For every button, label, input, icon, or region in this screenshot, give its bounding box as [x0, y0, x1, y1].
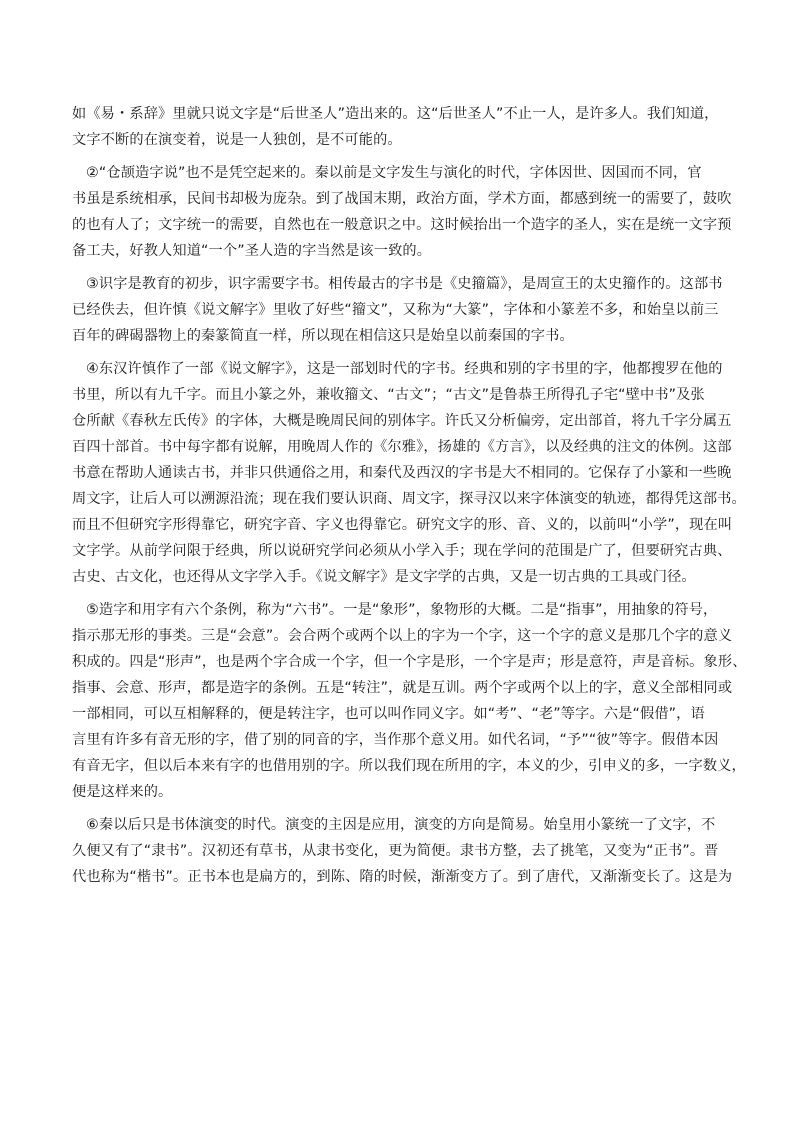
- paragraph-3: [72, 271, 722, 349]
- text-line: 久便又有了“隶书”。汉初还有草书，从隶书变化，更为简便。隶书方整，去了挑笔，又变为“正书”。晋: [72, 843, 719, 859]
- text-line: 书虽是系统相承，民间书却极为庞杂。到了战国末期，政治方面，学术方面，都感到统一的需要了，鼓吹: [72, 191, 732, 207]
- document-body: [72, 101, 747, 897]
- text-line: 代也称为“楷书”。正书本也是扁方的，到陈、隋的时候，渐渐变方了。到了唐代，又渐渐变长了。这是为: [72, 869, 733, 885]
- text-line: 备工夫，好教人知道“一个”圣人造的字当然是该一致的。: [72, 243, 432, 259]
- text-line: ⑤造字和用字有六个条例，称为“六书”。一是“象形”，象物形的大概。二是“指事”，用抽象的符号，: [86, 602, 718, 618]
- text-line: ③识字是教育的初步，识字需要字书。相传最古的字书是《史籀篇》，是周宣王的太史籀作的。这部书: [86, 276, 723, 292]
- text-line: 书意在帮助人通读古书，并非只供通俗之用，和秦代及西汉的字书是大不相同的。它保存了小篆和一些晚: [72, 465, 732, 481]
- text-line: ②“仓颉造字说”也不是凭空起来的。秦以前是文字发生与演化的时代，字体因世、因国而不同，官: [86, 165, 702, 181]
- text-line: ④东汉许慎作了一部《说文解字》，这是一部划时代的字书。经典和别的字书里的字，他都搜罗在他的: [86, 361, 723, 377]
- text-line: 言里有许多有音无形的字，借了别的同音的字，当作那个意义用。如代名词，“予”“彼”等字。假借本因: [72, 732, 719, 748]
- text-line: 文字学。从前学问限于经典，所以说研究学问必须从小学入手；现在学问的范围是广了，但要研究古典、: [72, 543, 732, 559]
- text-line: ⑥秦以后只是书体演变的时代。演变的主因是应用，演变的方向是简易。始皇用小篆统一了文字，不: [86, 817, 716, 833]
- text-line: 指事、会意、形声，都是造字的条例。五是“转注”，就是互训。两个字或两个以上的字，意义全部相同或: [72, 680, 733, 696]
- text-line: 有音无字，但以后本来有字的也借用别的字。所以我们现在所用的字，本义的少，引申义的多，一字数义，: [72, 758, 746, 774]
- text-line: 而且不但研究字形得靠它，研究字音、字义也得靠它。研究文字的形、音、义的，以前叫“小学”，现在叫: [72, 517, 733, 533]
- text-line: 书里，所以有九千字。而且小篆之外，兼收籀文、“古文”；“古文”是鲁恭王所得孔子宅“壁中书”及张: [72, 387, 705, 403]
- text-line: 指示那无形的事类。三是“会意”。会合两个或两个以上的字为一个字，这一个字的意义是那几个字的意义: [72, 628, 733, 644]
- text-line: 积成的。四是“形声”，也是两个字合成一个字，但一个字是形，一个字是声；形是意符，声是音标。象形、: [72, 654, 747, 670]
- paragraph-4: [72, 356, 746, 590]
- text-line: 百四十部首。书中每字都有说解，用晚周人作的《尔雅》，扬雄的《方言》，以及经典的注文的体例。这部: [72, 439, 732, 455]
- text-line: 的也有人了；文字统一的需要，自然也在一般意识之中。这时候抬出一个造字的圣人，实在是统一文字预: [72, 217, 732, 233]
- text-line: 仓所献《春秋左氏传》的字体，大概是晚周民间的别体字。许氏又分析偏旁，定出部首，将九千字分属五: [72, 413, 732, 429]
- paragraph-intro-tail: [72, 101, 722, 153]
- text-line: 文字不断的在演变着，说是一人独创，是不可能的。: [72, 132, 402, 148]
- text-line: 已经佚去，但许慎《说文解字》里收了好些“籀文”，又称为“大篆”，字体和小篆差不多，和始皇以前三: [72, 302, 719, 318]
- paragraph-5: [72, 597, 747, 805]
- text-line: 古史、古文化，也还得从文字学入手。《说文解字》是文字学的古典，又是一切古典的工具或门径。: [72, 569, 696, 585]
- text-line: 如《易・系辞》里就只说文字是“后世圣人”造出来的。这“后世圣人”不止一人，是许多人。我们知道，: [72, 106, 719, 122]
- text-line: 便是这样来的。: [72, 784, 173, 800]
- paragraph-2: [72, 160, 732, 264]
- text-line: 百年的碑碣器物上的秦篆简直一样，所以现在相信这只是始皇以前秦国的字书。: [72, 328, 574, 344]
- text-line: 周文字，让后人可以溯源沿流；现在我们要认识商、周文字，探寻汉以来字体演变的轨迹，都得凭这部书。: [72, 491, 746, 507]
- text-line: 一部相同，可以互相解释的，便是转注字，也可以叫作同义字。如“考”、“老”等字。六是“假借”，语: [72, 706, 705, 722]
- paragraph-6: [72, 812, 733, 890]
